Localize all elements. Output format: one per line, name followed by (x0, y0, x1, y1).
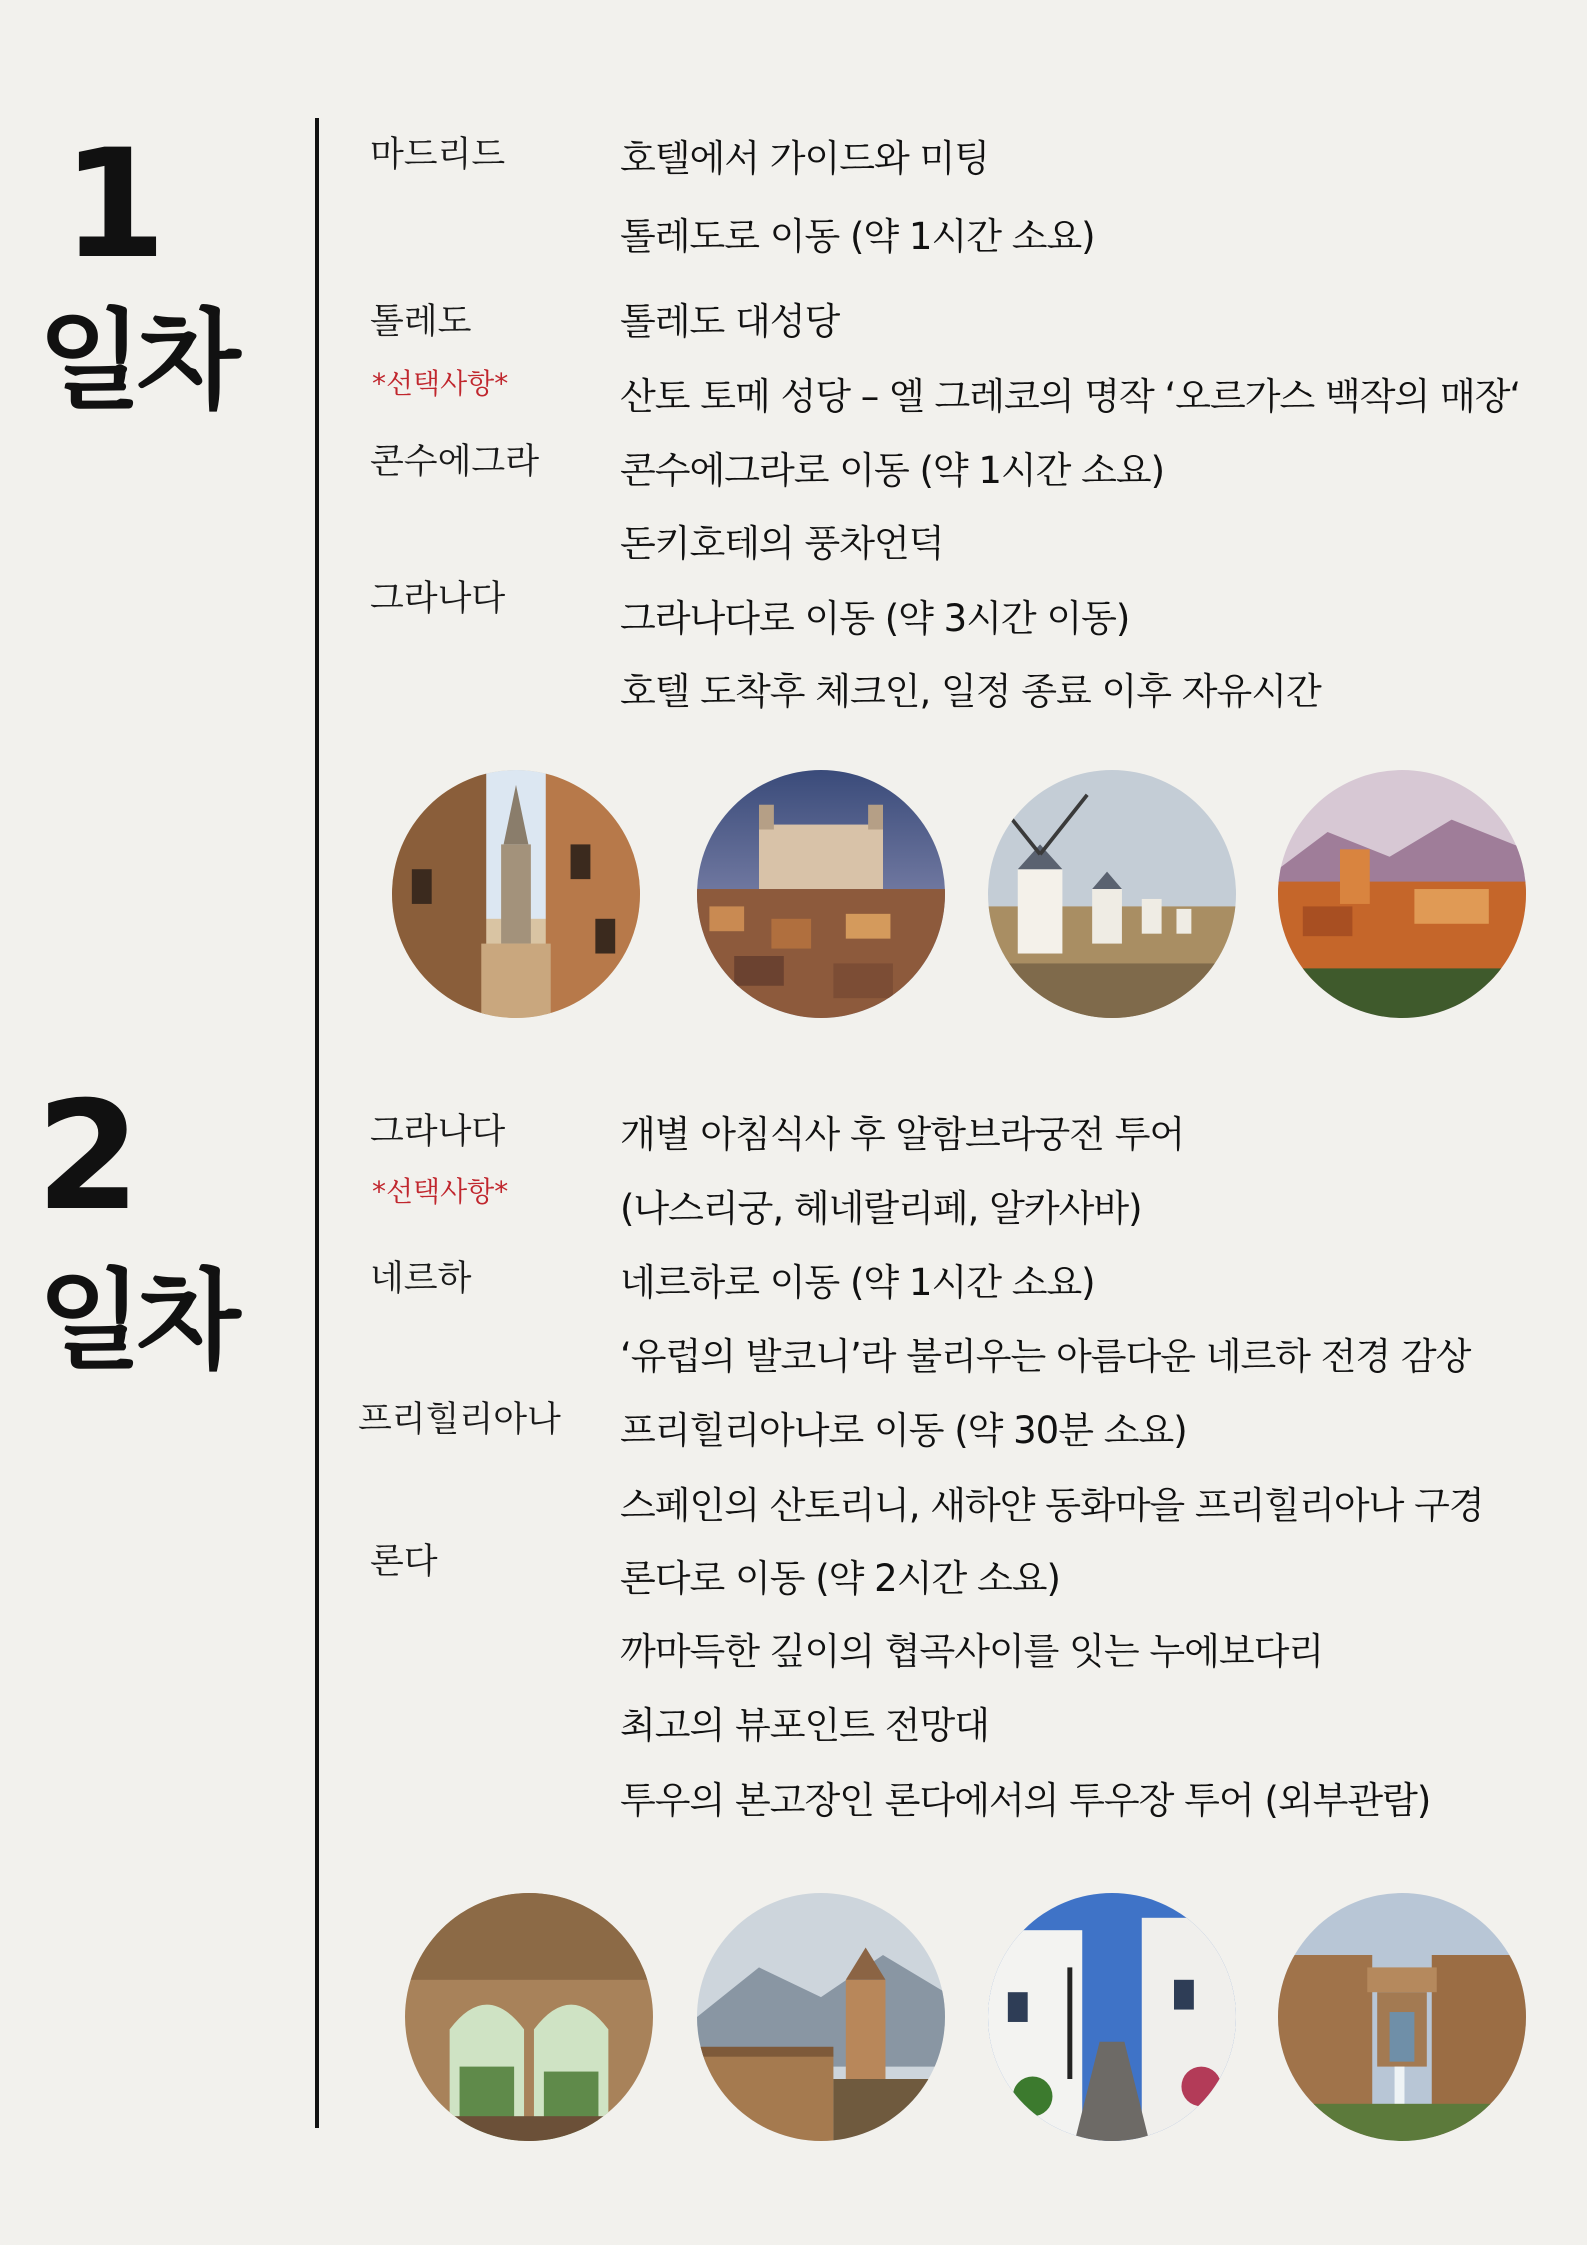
day-2-item-2: (나스리궁, 헤네랄리페, 알카사바) (620, 1187, 1142, 1230)
day-2-location-ronda: 론다 (370, 1542, 438, 1582)
day-2-item-1: 개별 아침식사 후 알함브라궁전 투어 (620, 1113, 1185, 1156)
day-2-label: 일차 (38, 1259, 235, 1384)
day-1-item-7: 그라나다로 이동 (약 3시간 이동) (620, 597, 1130, 640)
day-2-optional-label: *선택사항* (372, 1175, 509, 1208)
alhambra-arches-photo (405, 1893, 653, 2141)
day-2-number: 2 (36, 1070, 137, 1244)
day-2-item-10: 투우의 본고장인 론다에서의 투우장 투어 (외부관람) (620, 1779, 1431, 1822)
day-2-location-granada: 그라나다 (370, 1112, 506, 1152)
day-1-location-madrid: 마드리드 (370, 135, 506, 175)
day-1-item-5: 콘수에그라로 이동 (약 1시간 소요) (620, 449, 1165, 492)
day-2-item-7: 론다로 이동 (약 2시간 소요) (620, 1557, 1060, 1600)
day-1-location-granada: 그라나다 (370, 579, 506, 619)
toledo-street-cathedral-photo (392, 770, 640, 1018)
day-2-location-nerja: 네르하 (370, 1259, 472, 1299)
day-2-item-9: 최고의 뷰포인트 전망대 (620, 1704, 989, 1747)
day-1-location-toledo: 톨레도 (370, 302, 472, 342)
day-1-item-1: 호텔에서 가이드와 미팅 (620, 137, 989, 180)
day-1-number: 1 (62, 118, 163, 292)
day-1-label: 일차 (38, 299, 235, 424)
day-2-location-frigiliana: 프리힐리아나 (358, 1400, 561, 1440)
day-2-item-5: 프리힐리아나로 이동 (약 30분 소요) (620, 1409, 1187, 1452)
consuegra-windmills-photo (988, 770, 1236, 1018)
day-1-item-4: 산토 토메 성당 – 엘 그레코의 명작 ‘오르가스 백작의 매장‘ (620, 375, 1521, 418)
frigiliana-street-photo (988, 1893, 1236, 2141)
day-2-item-4: ‘유럽의 발코니’라 불리우는 아름다운 네르하 전경 감상 (620, 1335, 1471, 1378)
day-2-item-6: 스페인의 산토리니, 새하얀 동화마을 프리힐리아나 구경 (620, 1484, 1484, 1527)
day-1-item-3: 톨레도 대성당 (620, 300, 840, 343)
day-1-item-6: 돈키호테의 풍차언덕 (620, 522, 944, 565)
day-2-item-3: 네르하로 이동 (약 1시간 소요) (620, 1261, 1095, 1304)
day-2-item-8: 까마득한 깊이의 협곡사이를 잇는 누에보다리 (620, 1630, 1324, 1673)
day-1-item-8: 호텔 도착후 체크인, 일정 종료 이후 자유시간 (620, 670, 1321, 713)
day-1-optional-label: *선택사항* (372, 367, 509, 400)
day-1-location-consuegra: 콘수에그라 (370, 442, 540, 482)
toledo-alcazar-photo (697, 770, 945, 1018)
granada-church-mountains-photo (697, 1893, 945, 2141)
day-1-item-2: 톨레도로 이동 (약 1시간 소요) (620, 215, 1095, 258)
vertical-divider (315, 118, 319, 2128)
ronda-bridge-photo (1278, 1893, 1526, 2141)
granada-alhambra-sunset-photo (1278, 770, 1526, 1018)
